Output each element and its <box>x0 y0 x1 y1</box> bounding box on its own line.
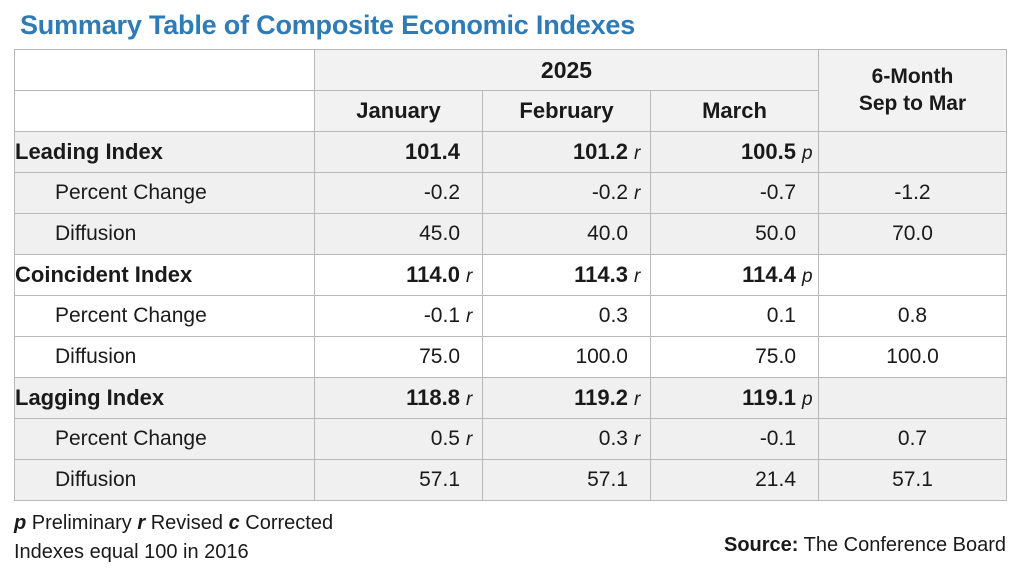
cell-leading-index-march <box>651 132 819 173</box>
cell-coincident-index-march <box>651 255 819 296</box>
cell-flag: r <box>466 306 473 327</box>
cell-value: 0.3 <box>598 304 628 327</box>
cell-value: 114.0 <box>406 262 460 287</box>
legend-flag-r: r <box>137 512 146 534</box>
cell-flag: r <box>634 429 641 450</box>
cell-leading-pct-january <box>315 173 483 214</box>
cell-lagging-pct-six-month: 0.7 <box>819 419 1007 460</box>
header-six-month <box>819 50 1007 132</box>
cell-value: 114.3 <box>574 262 628 287</box>
cell-value: 21.4 <box>755 468 796 491</box>
header-year: 2025 <box>315 50 819 91</box>
header-row-year <box>15 50 1007 91</box>
table-row <box>15 132 1007 173</box>
source-credit <box>724 531 1006 560</box>
cell-lagging-pct-january <box>315 419 483 460</box>
cell-leading-diffusion-january <box>315 214 483 255</box>
cell-leading-diffusion-six-month: 70.0 <box>819 214 1007 255</box>
cell-lagging-index-january <box>315 378 483 419</box>
cell-coincident-diffusion-march <box>651 337 819 378</box>
cell-leading-index-six-month <box>819 132 1007 173</box>
row-label-lagging-diffusion: Diffusion <box>15 460 315 501</box>
table-row <box>15 337 1007 378</box>
cell-value: -0.1 <box>759 427 796 450</box>
cell-leading-diffusion-february <box>483 214 651 255</box>
cell-flag: r <box>634 389 641 410</box>
legend-flag-c: c <box>228 512 240 534</box>
table-body <box>15 132 1007 501</box>
row-label-leading-diffusion: Diffusion <box>15 214 315 255</box>
cell-value: 119.2 <box>574 385 628 410</box>
row-label-leading-percent-change: Percent Change <box>15 173 315 214</box>
page-title: Summary Table of Composite Economic Indexes <box>20 10 636 40</box>
legend-text-c: Corrected <box>245 512 334 534</box>
row-label-coincident-percent-change: Percent Change <box>15 296 315 337</box>
table-row <box>15 173 1007 214</box>
cell-lagging-diffusion-february <box>483 460 651 501</box>
source-name: The Conference Board <box>803 534 1006 556</box>
cell-flag: r <box>634 183 641 204</box>
cell-coincident-index-february <box>483 255 651 296</box>
table-row <box>15 460 1007 501</box>
header-month-february: February <box>483 91 651 132</box>
row-label-lagging-percent-change: Percent Change <box>15 419 315 460</box>
table-row <box>15 296 1007 337</box>
table-row <box>15 255 1007 296</box>
table-row <box>15 419 1007 460</box>
table-footnotes <box>14 509 1006 567</box>
cell-lagging-pct-february <box>483 419 651 460</box>
cell-lagging-index-february <box>483 378 651 419</box>
cell-coincident-pct-february <box>483 296 651 337</box>
cell-value: 0.1 <box>766 304 796 327</box>
cell-flag: p <box>802 143 813 164</box>
cell-value: -0.1 <box>423 304 460 327</box>
cell-value: 57.1 <box>587 468 628 491</box>
cell-value: -0.7 <box>759 181 796 204</box>
header-month-january: January <box>315 91 483 132</box>
legend-flag-p: p <box>14 512 27 534</box>
cell-leading-pct-march <box>651 173 819 214</box>
cell-leading-pct-six-month: -1.2 <box>819 173 1007 214</box>
cell-flag: p <box>802 389 813 410</box>
cell-coincident-pct-six-month: 0.8 <box>819 296 1007 337</box>
cell-coincident-index-january <box>315 255 483 296</box>
table-row <box>15 214 1007 255</box>
cell-value: 50.0 <box>755 222 796 245</box>
header-corner-cell-2 <box>15 91 315 132</box>
header-six-month-line2: Sep to Mar <box>858 91 967 115</box>
cell-lagging-index-six-month <box>819 378 1007 419</box>
cell-flag: r <box>466 389 473 410</box>
cell-lagging-diffusion-january <box>315 460 483 501</box>
cell-flag: r <box>634 266 641 287</box>
row-label-coincident-index: Coincident Index <box>15 255 315 296</box>
row-label-leading-index: Leading Index <box>15 132 315 173</box>
cell-value: 75.0 <box>419 345 460 368</box>
cell-coincident-diffusion-february <box>483 337 651 378</box>
cell-coincident-pct-january <box>315 296 483 337</box>
header-six-month-line1: 6-Month <box>871 65 954 89</box>
cell-leading-diffusion-march <box>651 214 819 255</box>
cell-flag: p <box>802 266 813 287</box>
cell-coincident-diffusion-six-month: 100.0 <box>819 337 1007 378</box>
header-corner-cell <box>15 50 315 91</box>
cell-coincident-index-six-month <box>819 255 1007 296</box>
cell-value: 100.0 <box>575 345 628 368</box>
row-label-lagging-index: Lagging Index <box>15 378 315 419</box>
cell-value: 0.3 <box>598 427 628 450</box>
row-label-coincident-diffusion: Diffusion <box>15 337 315 378</box>
header-month-march: March <box>651 91 819 132</box>
cell-lagging-diffusion-six-month: 57.1 <box>819 460 1007 501</box>
footnote-note: Indexes equal 100 in 2016 <box>14 541 249 563</box>
cell-value: 100.5 <box>740 139 796 164</box>
cell-flag: r <box>466 266 473 287</box>
cell-value: 119.1 <box>742 385 796 410</box>
cell-value: 0.5 <box>430 427 460 450</box>
cell-value: 40.0 <box>587 222 628 245</box>
cell-leading-index-february <box>483 132 651 173</box>
cell-value: 57.1 <box>419 468 460 491</box>
cell-leading-index-january <box>315 132 483 173</box>
legend-text-p: Preliminary <box>31 512 132 534</box>
cell-coincident-diffusion-january <box>315 337 483 378</box>
legend-text-r: Revised <box>150 512 223 534</box>
table-row <box>15 378 1007 419</box>
cell-value: 101.2 <box>572 139 628 164</box>
composite-indexes-table <box>14 49 1007 501</box>
cell-value: 118.8 <box>406 385 460 410</box>
cell-lagging-diffusion-march <box>651 460 819 501</box>
cell-value: 75.0 <box>755 345 796 368</box>
cell-value: 45.0 <box>419 222 460 245</box>
cell-leading-pct-february <box>483 173 651 214</box>
cell-value: 101.4 <box>404 139 460 164</box>
cell-lagging-pct-march <box>651 419 819 460</box>
table-header <box>15 50 1007 132</box>
cell-lagging-index-march <box>651 378 819 419</box>
source-label: Source: <box>723 534 799 556</box>
cell-coincident-pct-march <box>651 296 819 337</box>
cell-flag: r <box>634 143 641 164</box>
cell-value: 114.4 <box>742 262 796 287</box>
cell-flag: r <box>466 429 473 450</box>
cell-value: -0.2 <box>591 181 628 204</box>
cell-value: -0.2 <box>423 181 460 204</box>
